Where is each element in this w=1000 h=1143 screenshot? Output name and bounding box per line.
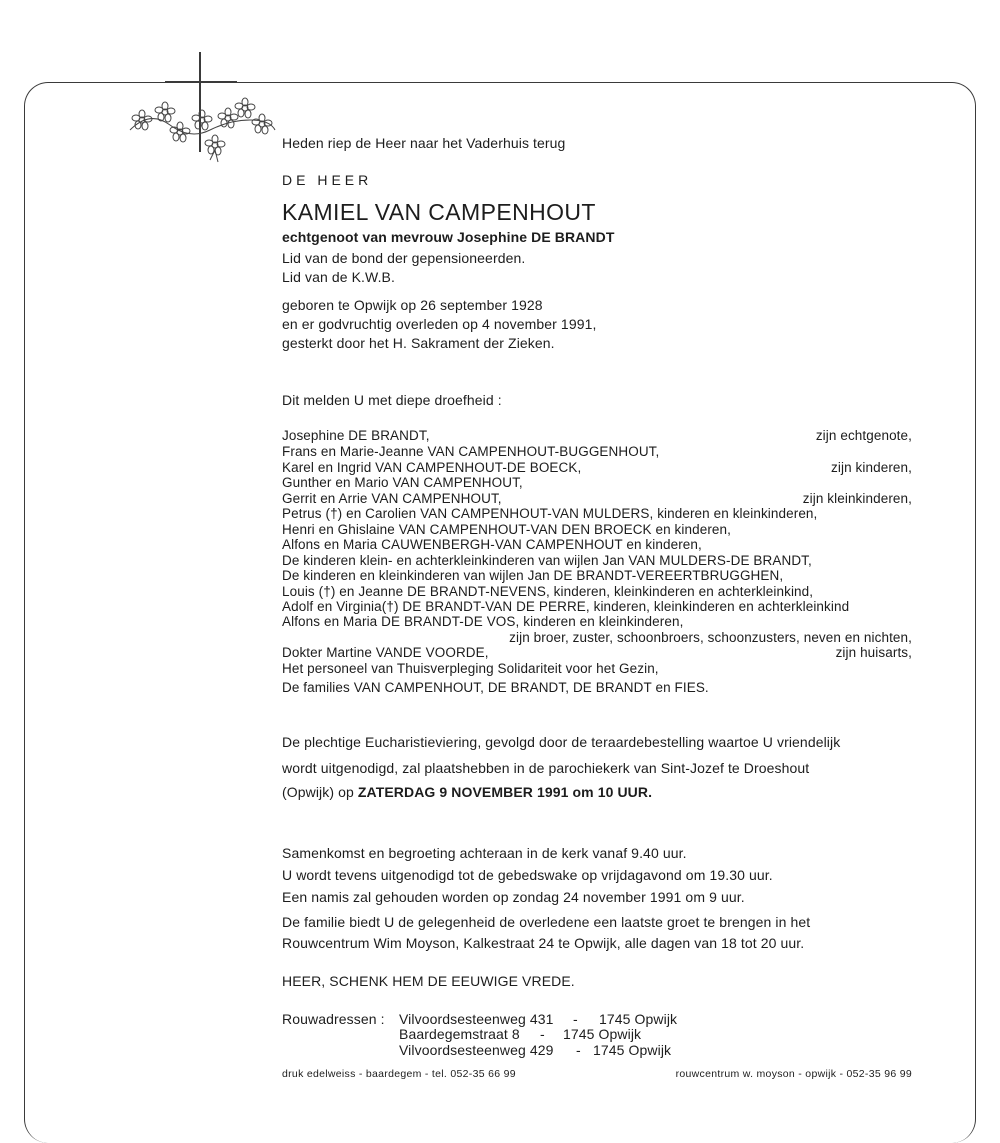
notice-line: Rouwcentrum Wim Moyson, Kalkestraat 24 te Opwijk, alle dagen van 18 tot 20 uur. (282, 935, 805, 951)
flower-ornament-icon (120, 90, 280, 170)
family-name: Gunther en Mario VAN CAMPENHOUT, (282, 475, 523, 490)
family-name: Josephine DE BRANDT, (282, 428, 430, 443)
family-name: De kinderen klein- en achterkleinkinderen van wijlen Jan VAN MULDERS-DE BRANDT, (282, 553, 812, 568)
family-name: De kinderen en kleinkinderen van wijlen Jan DE BRANDT-VEREERTBRUGGHEN, (282, 568, 784, 583)
ceremony-line: wordt uitgenodigd, zal plaatshebben in de parochiekerk van Sint-Jozef te Droeshout (282, 760, 810, 776)
notice-line: Samenkomst en begroeting achteraan in de kerk vanaf 9.40 uur. (282, 845, 687, 861)
address-separator: - (573, 1011, 578, 1027)
printer-credit: druk edelweiss - baardegem - tel. 052-35 66 99 (282, 1068, 516, 1080)
address-separator: - (540, 1026, 545, 1042)
family-name: Petrus (†) en Carolien VAN CAMPENHOUT-VAN MULDERS, kinderen en kleinkinderen, (282, 506, 818, 521)
announcement-line: Dit melden U met diepe droefheid : (282, 392, 502, 408)
address-separator: - (576, 1042, 581, 1058)
notice-line: U wordt tevens uitgenodigd tot de gebedswake op vrijdagavond om 19.30 uur. (282, 867, 773, 883)
family-role: zijn kleinkinderen, (802, 491, 912, 506)
family-name: Frans en Marie-Jeanne VAN CAMPENHOUT-BUGGENHOUT, (282, 444, 660, 459)
address-city: 1745 Opwijk (593, 1042, 672, 1058)
membership-line: Lid van de bond der gepensioneerden. (282, 250, 526, 266)
staff-line: Het personeel van Thuisverpleging Solidariteit voor het Gezin, (282, 661, 659, 676)
title-prefix: DE HEER (282, 172, 373, 188)
family-name: Alfons en Maria CAUWENBERGH-VAN CAMPENHOUT en kinderen, (282, 537, 702, 552)
address-city: 1745 Opwijk (563, 1026, 642, 1042)
ceremony-place: (Opwijk) op (282, 784, 358, 800)
address-street: Vilvoordsesteenweg 431 (399, 1011, 554, 1027)
family-name: Louis (†) en Jeanne DE BRANDT-NEVENS, kinderen, kleinkinderen en achterkleinkind, (282, 584, 814, 599)
birth-line: geboren te Opwijk op 26 september 1928 (282, 297, 543, 313)
families-line: De families VAN CAMPENHOUT, DE BRANDT, DE BRANDT en FIES. (282, 680, 709, 695)
doctor-role: zijn huisarts, (835, 645, 912, 660)
ceremony-line: De plechtige Eucharistieviering, gevolgd door de teraardebestelling waartoe U vriendelijk (282, 734, 841, 750)
prayer-line: HEER, SCHENK HEM DE EEUWIGE VREDE. (282, 973, 575, 989)
family-role: zijn echtgenote, (815, 428, 912, 443)
membership-line: Lid van de K.W.B. (282, 269, 395, 285)
family-name: Henri en Ghislaine VAN CAMPENHOUT-VAN DEN BROECK en kinderen, (282, 522, 731, 537)
family-name: Gerrit en Arrie VAN CAMPENHOUT, (282, 491, 502, 506)
spouse-line: echtgenoot van mevrouw Josephine DE BRANDT (282, 229, 615, 245)
family-name: Alfons en Maria DE BRANDT-DE VOS, kinderen en kleinkinderen, (282, 614, 684, 629)
address-street: Vilvoordsesteenweg 429 (399, 1042, 554, 1058)
ceremony-line (282, 784, 652, 800)
sacrament-line: gesterkt door het H. Sakrament der Zieken. (282, 335, 555, 351)
family-name: Karel en Ingrid VAN CAMPENHOUT-DE BOECK, (282, 460, 582, 475)
notice-line: De familie biedt U de gelegenheid de overledene een laatste groet te brengen in het (282, 914, 811, 930)
relatives-line: zijn broer, zuster, schoonbroers, schoonzusters, neven en nichten, (509, 630, 912, 645)
notice-line: Een namis zal gehouden worden op zondag 24 november 1991 om 9 uur. (282, 889, 745, 905)
funeral-home-credit: rouwcentrum w. moyson - opwijk - 052-35 96 99 (675, 1068, 912, 1080)
address-street: Baardegemstraat 8 (399, 1026, 520, 1042)
ceremony-date: ZATERDAG 9 NOVEMBER 1991 om 10 UUR. (357, 784, 653, 800)
doctor-name: Dokter Martine VANDE VOORDE, (282, 645, 489, 660)
death-line: en er godvruchtig overleden op 4 november 1991, (282, 316, 597, 332)
family-role: zijn kinderen, (831, 460, 912, 475)
deceased-name: KAMIEL VAN CAMPENHOUT (282, 199, 596, 225)
intro-line: Heden riep de Heer naar het Vaderhuis terug (282, 135, 566, 151)
cross-horizontal-bar (165, 81, 237, 83)
addresses-label: Rouwadressen : (282, 1011, 385, 1027)
address-city: 1745 Opwijk (599, 1011, 678, 1027)
family-name: Adolf en Virginia(†) DE BRANDT-VAN DE PERRE, kinderen, kleinkinderen en achterkleinkind (282, 599, 850, 614)
